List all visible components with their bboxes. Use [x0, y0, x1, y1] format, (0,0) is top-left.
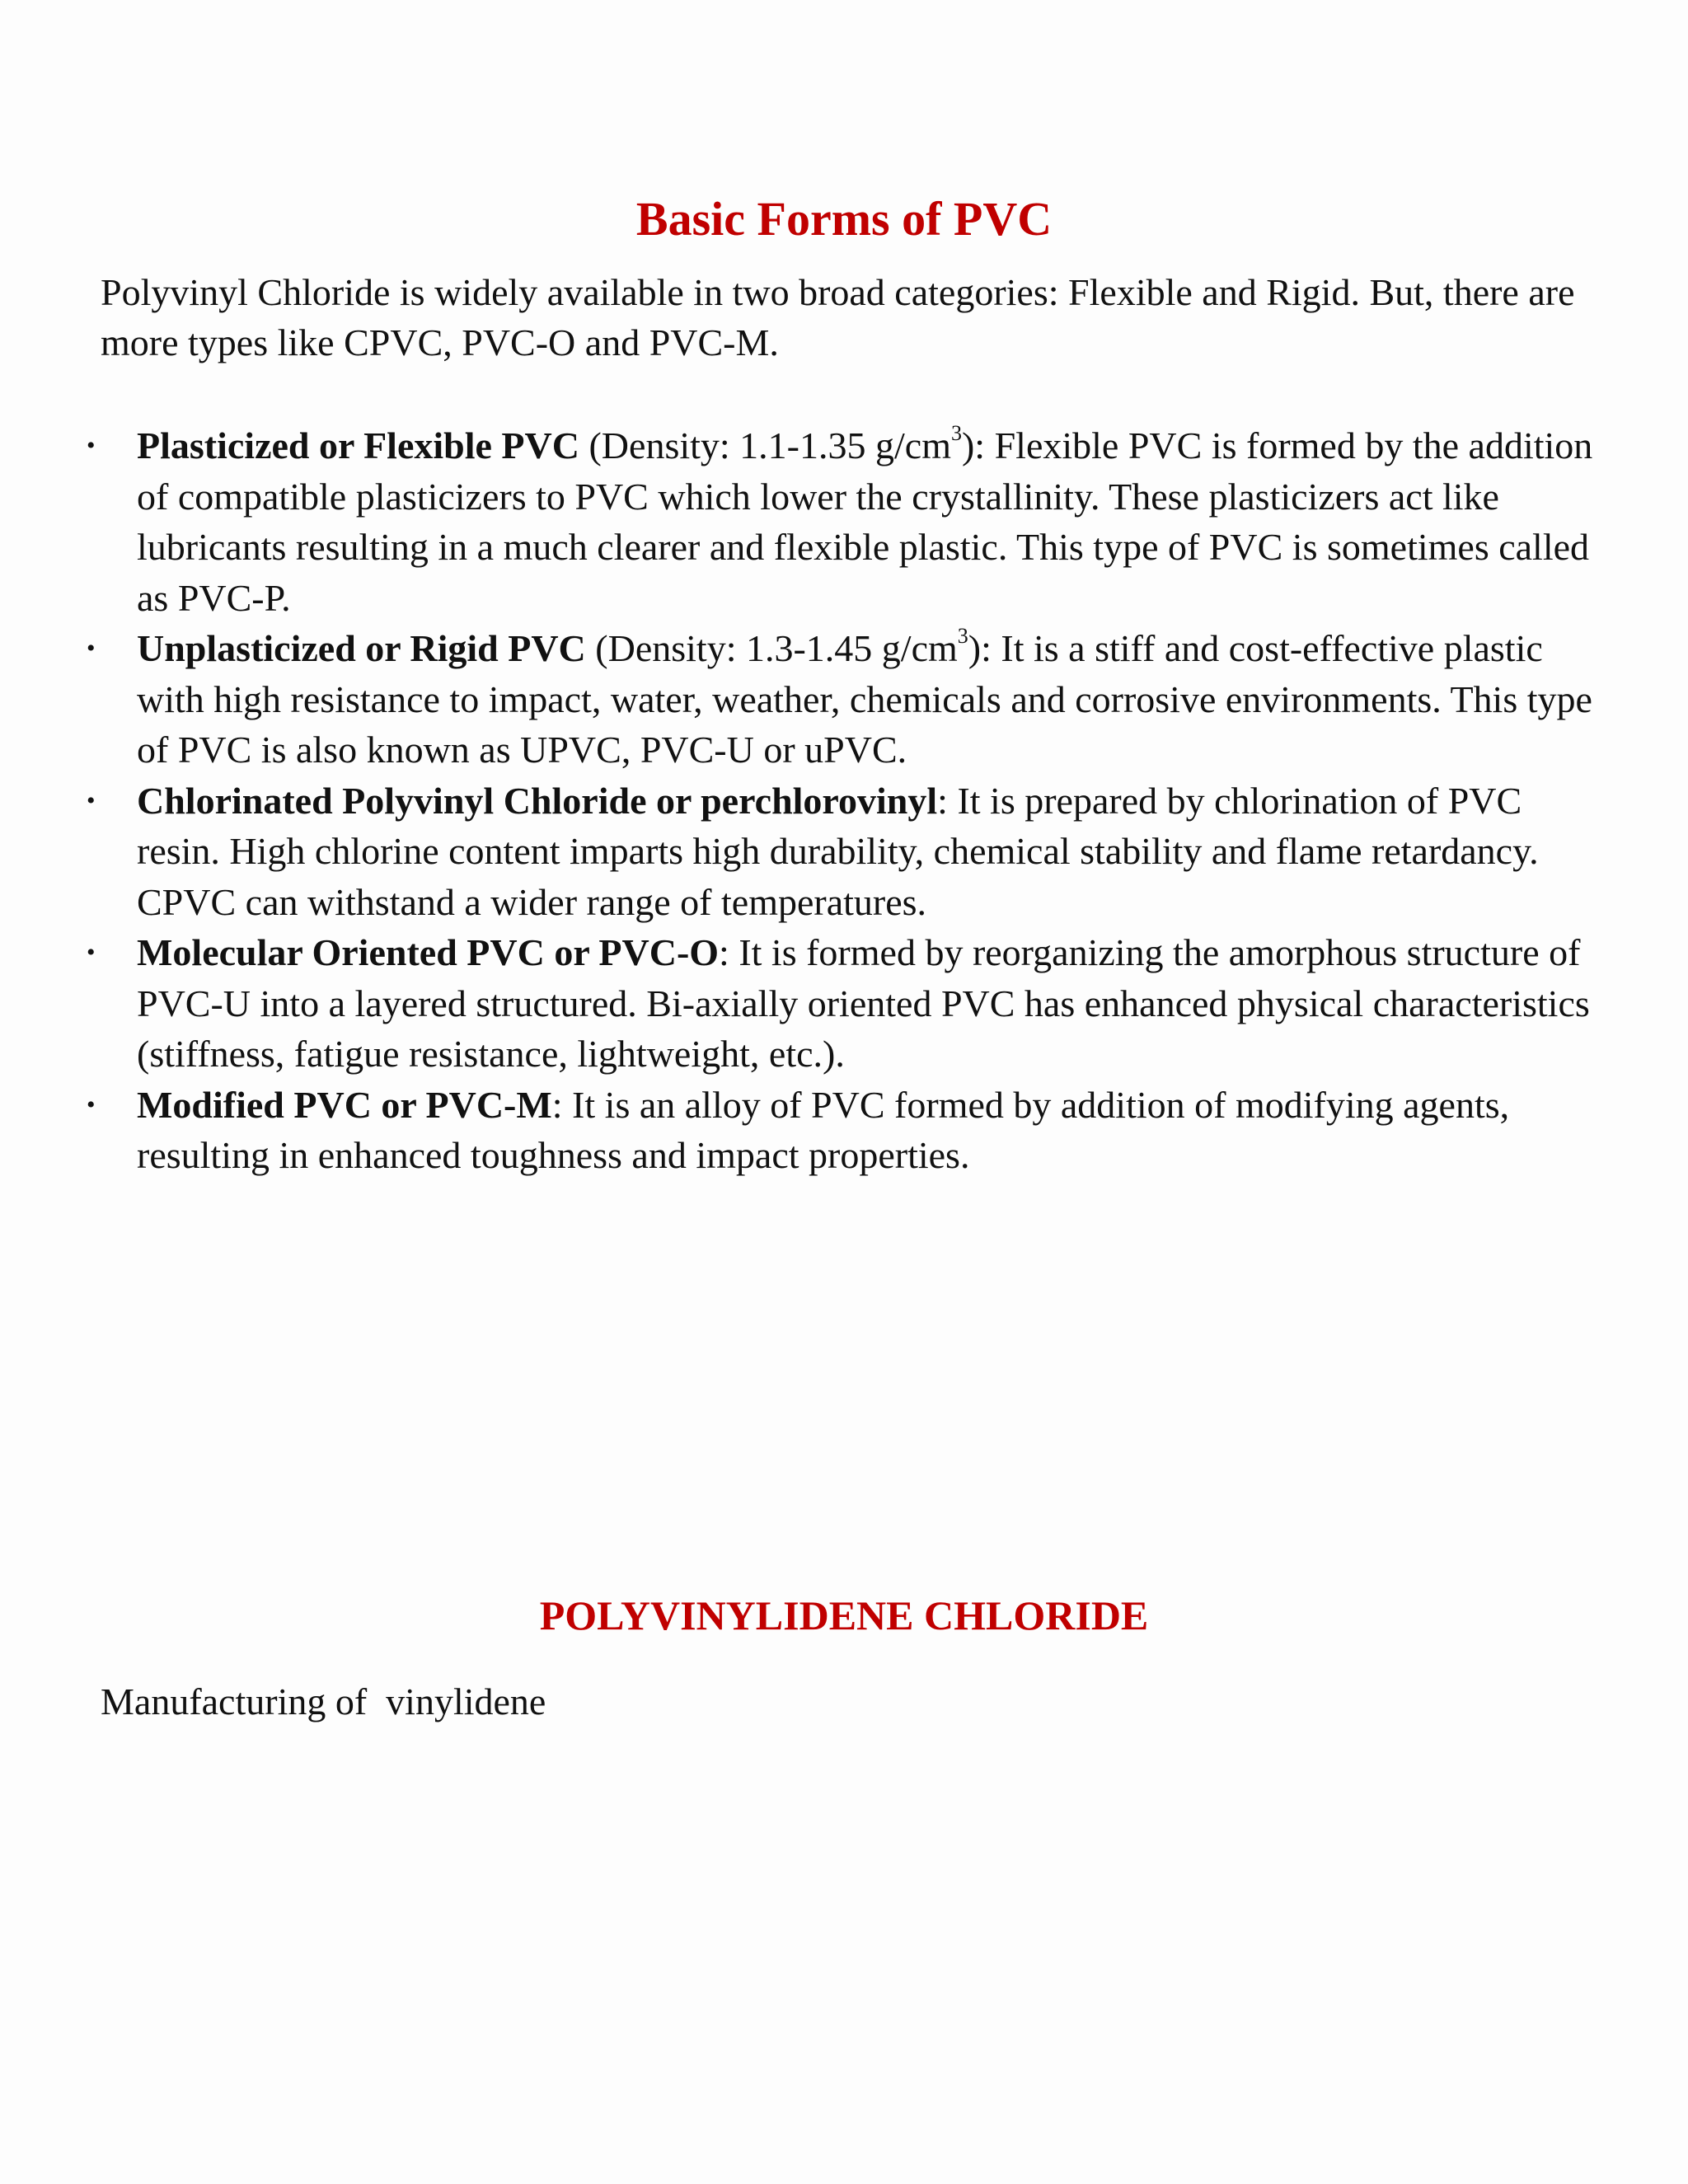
bullet-icon: •	[87, 1090, 96, 1118]
page-title: Basic Forms of PVC	[635, 192, 1053, 246]
superscript: 3	[957, 624, 968, 648]
bullet-icon: •	[87, 786, 96, 814]
list-item	[87, 420, 1595, 623]
list-item	[87, 1080, 1595, 1181]
list-item	[87, 927, 1595, 1080]
intro-paragraph: Polyvinyl Chloride is widely available in two broad categories: Flexible and Rigid. But, there are more types like CPVC, PVC-O and PVC-M.	[101, 271, 1575, 363]
item-term: Unplasticized or Rigid PVC	[137, 627, 586, 669]
item-term: Plasticized or Flexible PVC	[137, 424, 579, 466]
item-density: (Density: 1.1-1.35 g/cm	[579, 424, 951, 466]
bullet-icon: •	[87, 432, 96, 459]
superscript: 3	[950, 421, 962, 445]
bullet-icon: •	[87, 939, 96, 966]
item-term: Molecular Oriented PVC or PVC-O	[137, 931, 720, 973]
item-term: Chlorinated Polyvinyl Chloride or perchlorovinyl	[137, 779, 938, 822]
item-text: : It is an alloy of PVC formed by addition of modifying agents, resulting in enhanced toughness and impact properties.	[137, 1083, 1510, 1176]
list-item	[87, 776, 1595, 928]
bullet-icon: •	[87, 635, 96, 662]
section-text: Manufacturing of vinylidene	[101, 1680, 546, 1722]
item-text: ): Flexible PVC is formed by the addition of compatible plasticizers to PVC which lower the crystallinity. These plasticizers act like lubricants resulting in a much clearer and flexible plastic. This type of PVC is sometimes called as PVC-P.	[137, 424, 1593, 619]
pvc-forms-list	[87, 420, 1595, 1181]
item-term: Modified PVC or PVC-M	[137, 1083, 552, 1126]
section-heading: POLYVINYLIDENE CHLORIDE	[539, 1592, 1149, 1638]
item-text: : It is prepared by chlorination of PVC resin. High chlorine content imparts high durability, chemical stability and flame retardancy. CPVC can withstand a wider range of temperatures.	[137, 779, 1539, 923]
item-text: : It is formed by reorganizing the amorphous structure of PVC-U into a layered structured. Bi-axially oriented PVC has enhanced physical characteristics (stiffness, fatigue resistance, lightweight, etc.).	[137, 931, 1590, 1075]
item-density: (Density: 1.3-1.45 g/cm	[585, 627, 958, 669]
item-text: ): It is a stiff and cost-effective plastic with high resistance to impact, water, weather, chemicals and corrosive environments. This type of PVC is also known as UPVC, PVC-U or uPVC.	[137, 627, 1592, 771]
list-item	[87, 623, 1595, 776]
